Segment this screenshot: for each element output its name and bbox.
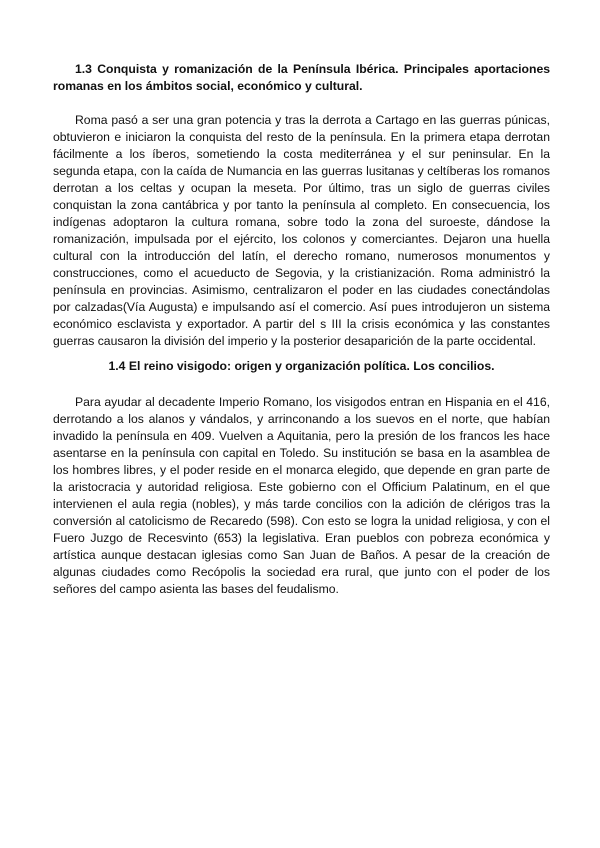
section-body-visigoth-kingdom: Para ayudar al decadente Imperio Romano, los visigodos entran en Hispania en el 416, derrotando a los alanos y vándalos, y arrinconando a los suevos en el norte, que habían invadido la península en 409. Vuelven a Aquitania, pero la presión de los francos les hace asentarse en la península con capital en Toledo. Su institución se basa en la asamblea de los hombres libres, y el poder reside en el monarca elegido, que depende en gran parte de la aristocracia y autoridad religiosa. Este gobierno con el Officium Palatinum, en el que intervienen el aula regia (nobles), y más tarde concilios con la adición de clérigos tras la conversión al catolicismo de Recaredo (598). Con esto se logra la unidad religiosa, y con el Fuero Juzgo de Recesvinto (653) la legislativa. Eran pueblos con pobreza económica y artística aunque destacan iglesias como San Juan de Baños. A pesar de la creación de algunas ciudades como Recópolis la sociedad era rural, que junto con el poder de los señores del campo asienta las bases del feudalismo.	[53, 395, 550, 596]
section-heading-romanization: 1.3 Conquista y romanización de la Península Ibérica. Principales aportaciones romanas en los ámbitos social, económico y cultural.	[53, 62, 550, 93]
section-body-romanization: Roma pasó a ser una gran potencia y tras la derrota a Cartago en las guerras púnicas, obtuvieron e iniciaron la conquista del resto de la península. En la primera etapa derrotan fácilmente a los íberos, sometiendo la costa mediterránea y el sur peninsular. En la segunda etapa, con la caída de Numancia en las guerras lusitanas y celtíberas los romanos derrotan a los celtas y ocupan la meseta. Por último, tras un siglo de guerras civiles conquistan la zona cantábrica y por tanto la península al completo. En consecuencia, los indígenas adoptaron la cultura romana, sobre todo la zona del suroeste, dándose la romanización, impulsada por el ejército, los colonos y comerciantes. Dejaron una huella cultural con la introducción del latín, el derecho romano, numerosos monumentos y construcciones, como el acueducto de Segovia, y la cristianización. Roma administró la península en provincias. Asimismo, centralizaron el poder en las ciudades conectándolas por calzadas(Vía Augusta) e impulsando así el comercio. Así pues introdujeron un sistema económico esclavista y exportador. A partir del s III la crisis económica y las constantes guerras causaron la división del imperio y la posterior desaparición de la parte occidental.	[53, 113, 550, 348]
section-heading-visigoth-kingdom: 1.4 El reino visigodo: origen y organización política. Los concilios.	[108, 359, 495, 373]
document-page	[53, 61, 550, 598]
